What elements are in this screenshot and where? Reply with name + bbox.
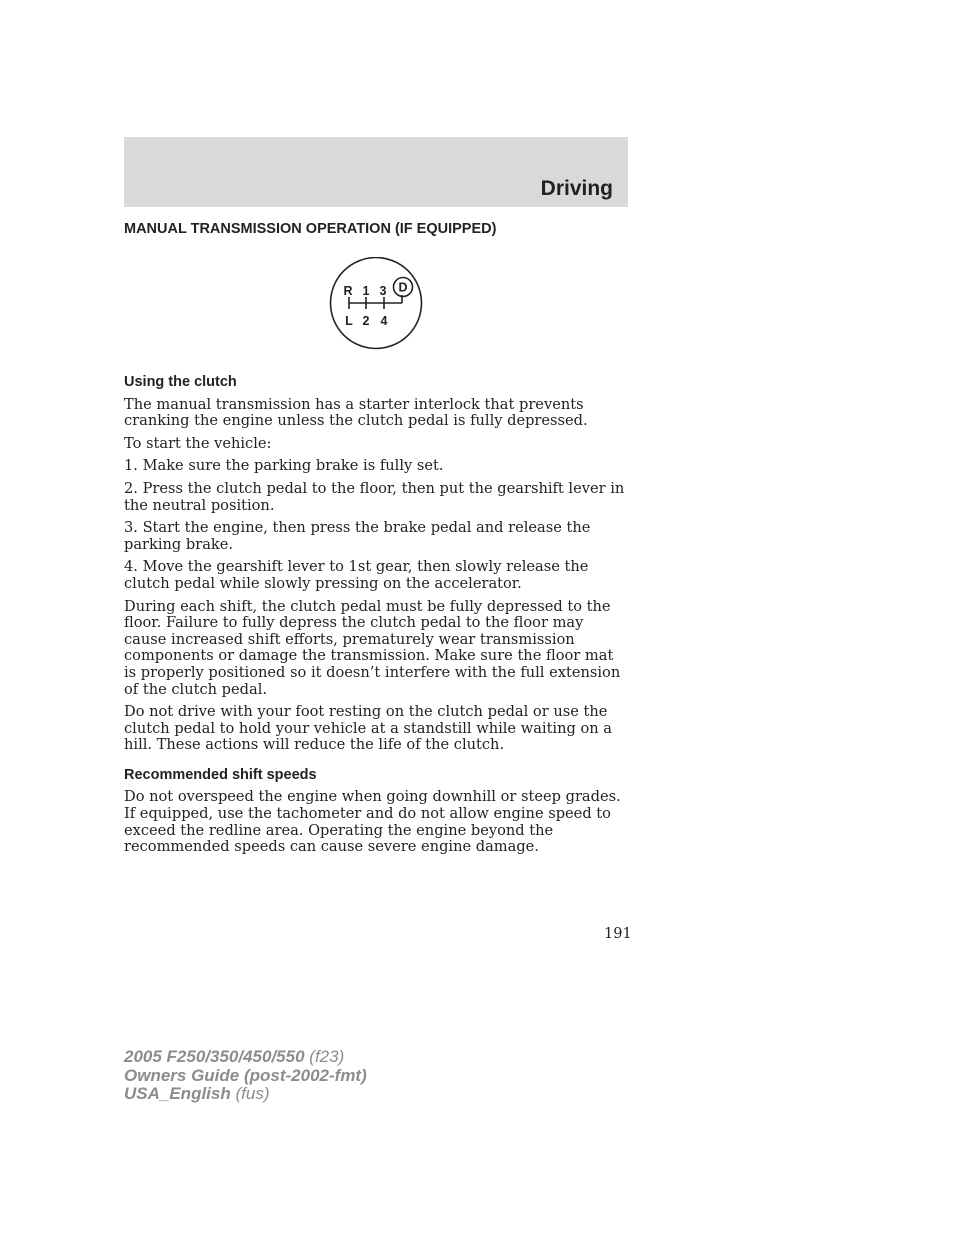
clutch-paragraph: During each shift, the clutch pedal must be fully depressed to the floor. Failure to fully depress the clutch pedal to the floor may cause increased shift efforts, prematurely wear transmission components or damage the transmission. Make sure the floor mat is properly positioned so it doesn’t interfere with the full extension of the clutch pedal. xyxy=(124,597,621,698)
shift-speeds-heading: Recommended shift speeds xyxy=(124,766,317,783)
gear-1-label: 1 xyxy=(362,284,370,298)
gear-4-label: 4 xyxy=(380,314,388,328)
footer-guide: Owners Guide (post-2002-fmt) xyxy=(124,1065,367,1085)
gear-d-label: D xyxy=(398,280,408,295)
footer-line-1 xyxy=(124,1048,367,1067)
footer-language-code: (fus) xyxy=(235,1084,270,1103)
body-content xyxy=(124,374,630,862)
clutch-step: 2. Press the clutch pedal to the floor, then put the gearshift lever in the neutral position. xyxy=(124,479,625,514)
footer-model-code: (f23) xyxy=(309,1047,345,1066)
footer-line-2 xyxy=(124,1067,367,1086)
footer-model: 2005 F250/350/450/550 xyxy=(124,1047,305,1066)
section-header-band xyxy=(124,137,628,207)
clutch-step: 3. Start the engine, then press the brake pedal and release the parking brake. xyxy=(124,519,591,553)
gear-3-label: 3 xyxy=(379,284,387,298)
gear-2-label: 2 xyxy=(362,314,370,328)
footer-language: USA_English xyxy=(124,1084,231,1103)
footer-line-3 xyxy=(124,1085,367,1104)
gear-l-label: L xyxy=(345,314,353,328)
clutch-step: 4. Move the gearshift lever to 1st gear, then slowly release the clutch pedal while slowly pressing on the accelerator. xyxy=(124,558,589,592)
shift-pattern-icon xyxy=(329,257,425,351)
shift-speeds-paragraph: Do not overspeed the engine when going downhill or steep grades. If equipped, use the tachometer and do not allow engine speed to exceed the redline area. Operating the engine beyond the recommended speeds can cause severe engine damage. xyxy=(124,788,621,856)
document-footer xyxy=(124,1048,367,1104)
main-heading: MANUAL TRANSMISSION OPERATION (IF EQUIPPED) xyxy=(124,221,497,237)
clutch-paragraph: The manual transmission has a starter interlock that prevents cranking the engine unless the clutch pedal is fully depressed. xyxy=(124,395,588,430)
clutch-step: 1. Make sure the parking brake is fully set. xyxy=(124,457,444,475)
section-title: Driving xyxy=(540,177,613,200)
clutch-paragraph: To start the vehicle: xyxy=(124,434,272,452)
clutch-heading: Using the clutch xyxy=(124,374,237,390)
page-number: 191 xyxy=(604,926,632,942)
gear-r-label: R xyxy=(343,284,353,298)
clutch-paragraph: Do not drive with your foot resting on the clutch pedal or use the clutch pedal to hold your vehicle at a standstill while waiting on a hill. These actions will reduce the life of the clutch. xyxy=(124,703,613,754)
